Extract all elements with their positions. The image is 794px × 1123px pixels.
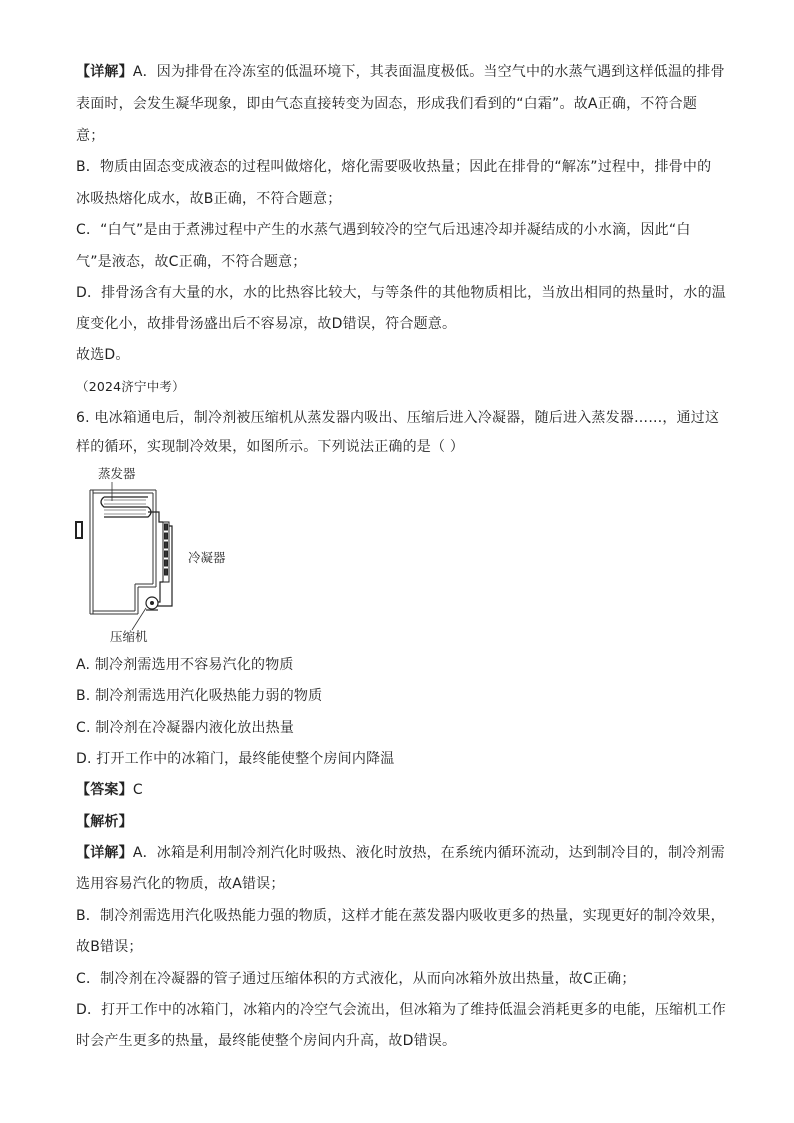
condenser-coil xyxy=(163,522,169,582)
explanation-1-line-4: B．物质由固态变成液态的过程叫做熔化，熔化需要吸收热量；因此在排骨的“解冻”过程中，排骨中的 xyxy=(76,159,712,175)
condenser-label: 冷凝器 xyxy=(188,550,226,565)
option-a: A. 制冷剂需选用不容易汽化的物质 xyxy=(76,657,294,673)
explanation-2-line-3: B．制冷剂需选用汽化吸热能力强的物质，这样才能在蒸发器内吸收更多的热量，实现更好的制冷效果， xyxy=(76,908,725,924)
option-b: B. 制冷剂需选用汽化吸热能力弱的物质 xyxy=(76,688,323,704)
explanation-2-line-7: 时会产生更多的热量，最终能使整个房间内升高，故D错误。 xyxy=(76,1033,457,1049)
explanation-1-line-1: 【详解】A．因为排骨在冷冻室的低温环境下，其表面温度极低。当空气中的水蒸气遇到这样低温的排骨 xyxy=(76,64,725,80)
question-stem-line-2: 样的循环，实现制冷效果，如图所示。下列说法正确的是（ ） xyxy=(76,439,465,455)
answer-tag: 【答案】 xyxy=(76,782,133,798)
compressor-icon xyxy=(146,597,158,610)
detail-tag: 【详解】 xyxy=(76,64,133,80)
explanation-1-line-9: 度变化小，故排骨汤盛出后不容易凉，故D错误，符合题意。 xyxy=(76,316,457,332)
explanation-1-line-2: 表面时，会发生凝华现象，即由气态直接转变为固态，形成我们看到的“白霜”。故A正确，不符合题 xyxy=(76,96,698,112)
answer-line xyxy=(76,780,143,800)
explanation-2-line-5: C．制冷剂在冷凝器的管子通过压缩体积的方式液化，从而向冰箱外放出热量，故C正确； xyxy=(76,971,636,987)
explanation-1-line-3: 意； xyxy=(76,128,105,144)
evaporator-coil xyxy=(101,497,151,517)
explanation-1-conclusion: 故选D。 xyxy=(76,347,130,363)
detail-tag-2: 【详解】 xyxy=(76,845,133,861)
explanation-1-line-8: D．排骨汤含有大量的水，水的比热容比较大，与等条件的其他物质相比，当放出相同的热量时，水的温 xyxy=(76,285,726,301)
evaporator-label: 蒸发器 xyxy=(98,466,136,481)
option-c: C. 制冷剂在冷凝器内液化放出热量 xyxy=(76,720,295,736)
explanation-1-line-6: C．“白气”是由于煮沸过程中产生的水蒸气遇到较冷的空气后迅速冷却并凝结成的小水滴，因此“白 xyxy=(76,222,691,238)
question-source: （2024济宁中考） xyxy=(76,379,185,394)
refrigerant-pipes xyxy=(148,512,172,606)
fridge-cabinet xyxy=(90,490,156,614)
answer-value: C xyxy=(132,782,143,798)
door-handle xyxy=(76,522,82,538)
explanation-2-line-2: 选用容易汽化的物质，故A错误； xyxy=(76,876,285,892)
explanation-1-line-5: 冰吸热熔化成水，故B正确，不符合题意； xyxy=(76,191,342,207)
explanation-2-line-4: 故B错误； xyxy=(76,939,143,955)
question-stem-line-1: 6. 电冰箱通电后，制冷剂被压缩机从蒸发器内吸出、压缩后进入冷凝器，随后进入蒸发器……，通过这 xyxy=(76,410,720,426)
option-d: D. 打开工作中的冰箱门，最终能使整个房间内降温 xyxy=(76,751,395,767)
refrigerator-diagram xyxy=(72,466,262,644)
explanation-1-line-7: 气”是液态，故C正确，不符合题意； xyxy=(76,254,307,270)
explanation-2-line-6: D．打开工作中的冰箱门，冰箱内的冷空气会流出，但冰箱为了维持低温会消耗更多的电能，压缩机工作 xyxy=(76,1002,726,1018)
explanation-2-line-1: 【详解】A．冰箱是利用制冷剂汽化时吸热、液化时放热，在系统内循环流动，达到制冷目的，制冷剂需 xyxy=(76,845,725,861)
compressor-label: 压缩机 xyxy=(110,629,148,644)
analysis-tag: 【解析】 xyxy=(76,814,133,830)
